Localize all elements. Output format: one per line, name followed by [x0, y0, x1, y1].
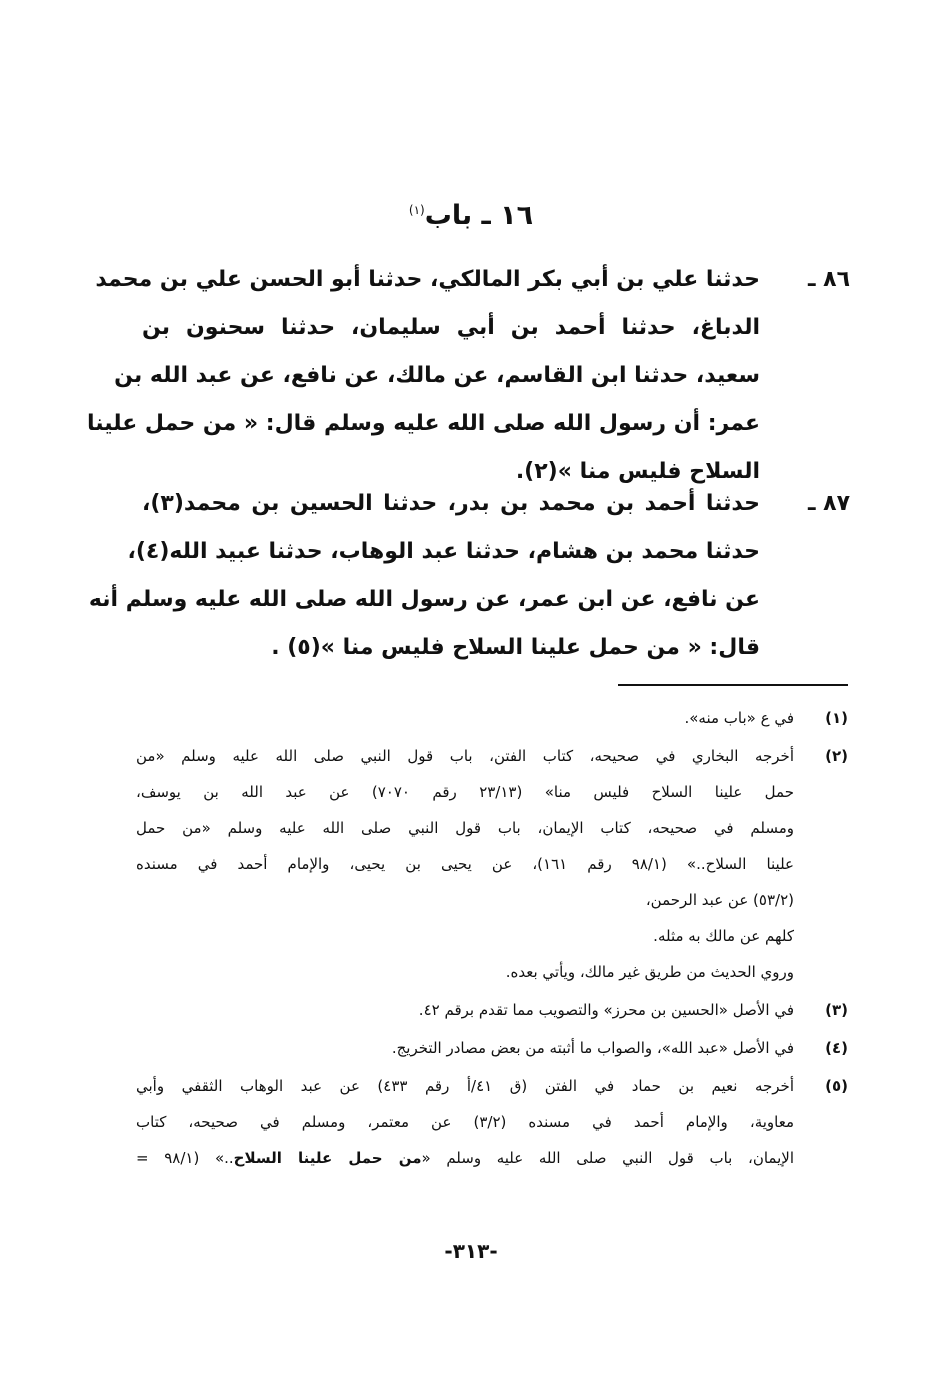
footnote-separator [618, 684, 848, 686]
hadith-line: عن نافع، عن ابن عمر، عن رسول الله صلى الله عليه وسلم أنه [88, 587, 760, 612]
footnote-2 [136, 738, 848, 990]
hadith-number: ٨٦ ـ [807, 267, 850, 292]
footnote-line: معاوية، والإمام أحمد في مسنده (٣/٢) عن معتمر، ومسلم في صحيحه، كتاب [136, 1113, 794, 1131]
page-number: -٣١٣- [444, 1239, 498, 1263]
chapter-title-text: ١٦ ـ باب [424, 200, 534, 231]
hadith-number: ٨٧ ـ [807, 491, 850, 516]
footnote-bold-phrase: من حمل علينا السلاح [233, 1149, 422, 1167]
footnote-line: في الأصل «عبد الله»، والصواب ما أثبته من بعض مصادر التخريج. [391, 1039, 794, 1057]
footnote-line: أخرجه البخاري في صحيحه، كتاب الفتن، باب قول النبي صلى الله عليه وسلم «من [136, 747, 794, 765]
chapter-heading [0, 196, 942, 236]
footnote-number: (٥) [825, 1077, 848, 1095]
footnote-number: (٣) [825, 1001, 848, 1019]
hadith-line: حدثنا أحمد بن محمد بن بدر، حدثنا الحسين بن محمد(٣)، [142, 491, 760, 516]
footnote-number: (٤) [825, 1039, 848, 1057]
footnote-line: في ع «باب منه». [684, 709, 794, 727]
hadith-line: قال: « من حمل علينا السلاح فليس منا »(٥) . [271, 635, 760, 660]
hadith-line: الدباغ، حدثنا أحمد بن أبي سليمان، حدثنا سحنون بن [142, 315, 760, 340]
chapter-footnote-ref: (١) [408, 203, 425, 217]
hadith-line: عمر: أن رسول الله صلى الله عليه وسلم قال: « من حمل علينا [87, 411, 760, 436]
footnote-line: علينا السلاح..» (٩٨/١ رقم ١٦١)، عن يحيى بن يحيى، والإمام أحمد في مسنده [136, 855, 794, 873]
footnote-5 [136, 1068, 848, 1176]
footnote-text: ..» (٩٨/١ = [136, 1149, 234, 1167]
footnotes [136, 700, 848, 1178]
footnote-line: أخرجه نعيم بن حماد في الفتن (ق ٤١/أ رقم ٤٣٣) عن عبد الوهاب الثقفي وأبي [136, 1077, 794, 1095]
footnote-line: (٥٣/٢) عن عبد الرحمن، [645, 891, 794, 909]
footnote-line: ومسلم في صحيحه، كتاب الإيمان، باب قول النبي صلى الله عليه وسلم «من حمل [136, 819, 794, 837]
footnote-line: كلهم عن مالك به مثله. [653, 927, 794, 945]
hadith-line: سعيد، حدثنا ابن القاسم، عن مالك، عن نافع، عن عبد الله بن [114, 363, 760, 388]
hadith-line: السلاح فليس منا »(٢). [515, 459, 760, 484]
footnote-line-mixed [136, 1140, 794, 1176]
footnote-line: حمل علينا السلاح فليس منا» (٢٣/١٣ رقم ٧٠٧٠) عن عبد الله بن يوسف، [136, 783, 794, 801]
footnote-4 [136, 1030, 848, 1066]
footnote-line: في الأصل «الحسين بن محرز» والتصويب مما تقدم برقم ٤٢. [418, 1001, 794, 1019]
hadith-line: حدثنا علي بن أبي بكر المالكي، حدثنا أبو الحسن علي بن محمد [95, 267, 760, 292]
hadith-87 [88, 480, 850, 672]
footnote-1 [136, 700, 848, 736]
footnote-3 [136, 992, 848, 1028]
footnote-number: (٢) [825, 747, 848, 765]
hadith-86 [87, 256, 850, 496]
footnote-line: وروي الحديث من طريق غير مالك، ويأتي بعده. [505, 963, 794, 981]
footnote-text: الإيمان، باب قول النبي صلى الله عليه وسلم « [421, 1149, 794, 1167]
hadith-line: حدثنا محمد بن هشام، حدثنا عبد الوهاب، حدثنا عبيد الله(٤)، [127, 539, 760, 564]
footnote-number: (١) [825, 709, 848, 727]
